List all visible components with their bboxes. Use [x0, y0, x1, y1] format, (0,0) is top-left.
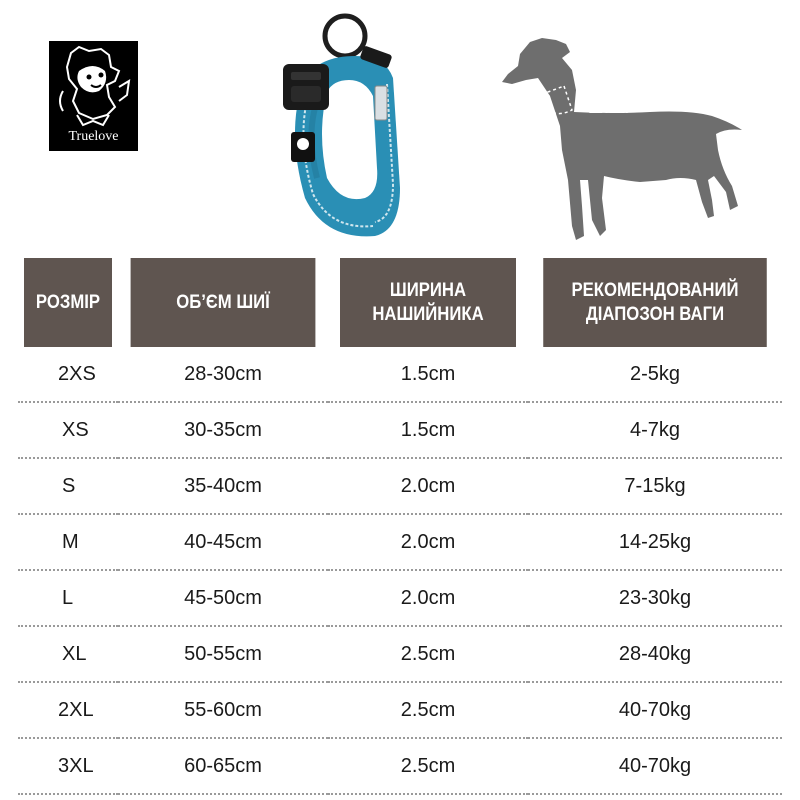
weight-range-cell: 23-30kg: [528, 570, 782, 626]
size-cell: M: [18, 514, 118, 570]
collar-width-cell: 2.5cm: [328, 682, 528, 738]
table-row: [18, 570, 782, 626]
size-cell: S: [18, 458, 118, 514]
size-cell: 2XL: [18, 682, 118, 738]
table-row: [18, 738, 782, 794]
collar-width-cell: 1.5cm: [328, 402, 528, 458]
table-row: [18, 514, 782, 570]
collar-width-cell: 2.0cm: [328, 570, 528, 626]
neck-girth-cell: 30-35cm: [118, 402, 328, 458]
size-chart-table: [18, 258, 782, 795]
weight-range-cell: 7-15kg: [528, 458, 782, 514]
size-cell: XS: [18, 402, 118, 458]
header-collar-width: ШИРИНА НАШИЙНИКА: [340, 258, 516, 347]
collar-width-cell: 2.0cm: [328, 458, 528, 514]
header-neck-girth: ОБ’ЄМ ШИЇ: [131, 258, 316, 347]
product-header: [0, 0, 800, 256]
collar-width-cell: 2.0cm: [328, 514, 528, 570]
weight-range-cell: 14-25kg: [528, 514, 782, 570]
table-row: [18, 458, 782, 514]
brand-name: Truelove: [68, 129, 119, 144]
table-row: [18, 347, 782, 402]
collar-width-cell: 1.5cm: [328, 347, 528, 402]
neck-label: ШИЯ: [588, 98, 630, 117]
table-row: [18, 626, 782, 682]
weight-range-cell: 40-70kg: [528, 682, 782, 738]
header-weight-range: РЕКОМЕНДОВАНИЙ ДІАПОЗОН ВАГИ: [543, 258, 767, 347]
neck-girth-cell: 35-40cm: [118, 458, 328, 514]
collar-image: [265, 8, 415, 248]
table-row: [18, 682, 782, 738]
size-cell: L: [18, 570, 118, 626]
neck-girth-cell: 45-50cm: [118, 570, 328, 626]
weight-range-cell: 40-70kg: [528, 738, 782, 794]
neck-girth-cell: 55-60cm: [118, 682, 328, 738]
size-cell: 2XS: [18, 347, 118, 402]
neck-girth-cell: 28-30cm: [118, 347, 328, 402]
neck-girth-cell: 60-65cm: [118, 738, 328, 794]
size-cell: 3XL: [18, 738, 118, 794]
dog-silhouette-icon: [490, 30, 750, 250]
table-row: [18, 402, 782, 458]
collar-width-cell: 2.5cm: [328, 738, 528, 794]
neck-girth-cell: 40-45cm: [118, 514, 328, 570]
size-cell: XL: [18, 626, 118, 682]
weight-range-cell: 28-40kg: [528, 626, 782, 682]
collar-width-cell: 2.5cm: [328, 626, 528, 682]
weight-range-cell: 2-5kg: [528, 347, 782, 402]
neck-girth-cell: 50-55cm: [118, 626, 328, 682]
weight-range-cell: 4-7kg: [528, 402, 782, 458]
truelove-logo: [49, 41, 138, 151]
header-size: РОЗМІР: [24, 258, 112, 347]
table-header-row: [18, 258, 782, 347]
